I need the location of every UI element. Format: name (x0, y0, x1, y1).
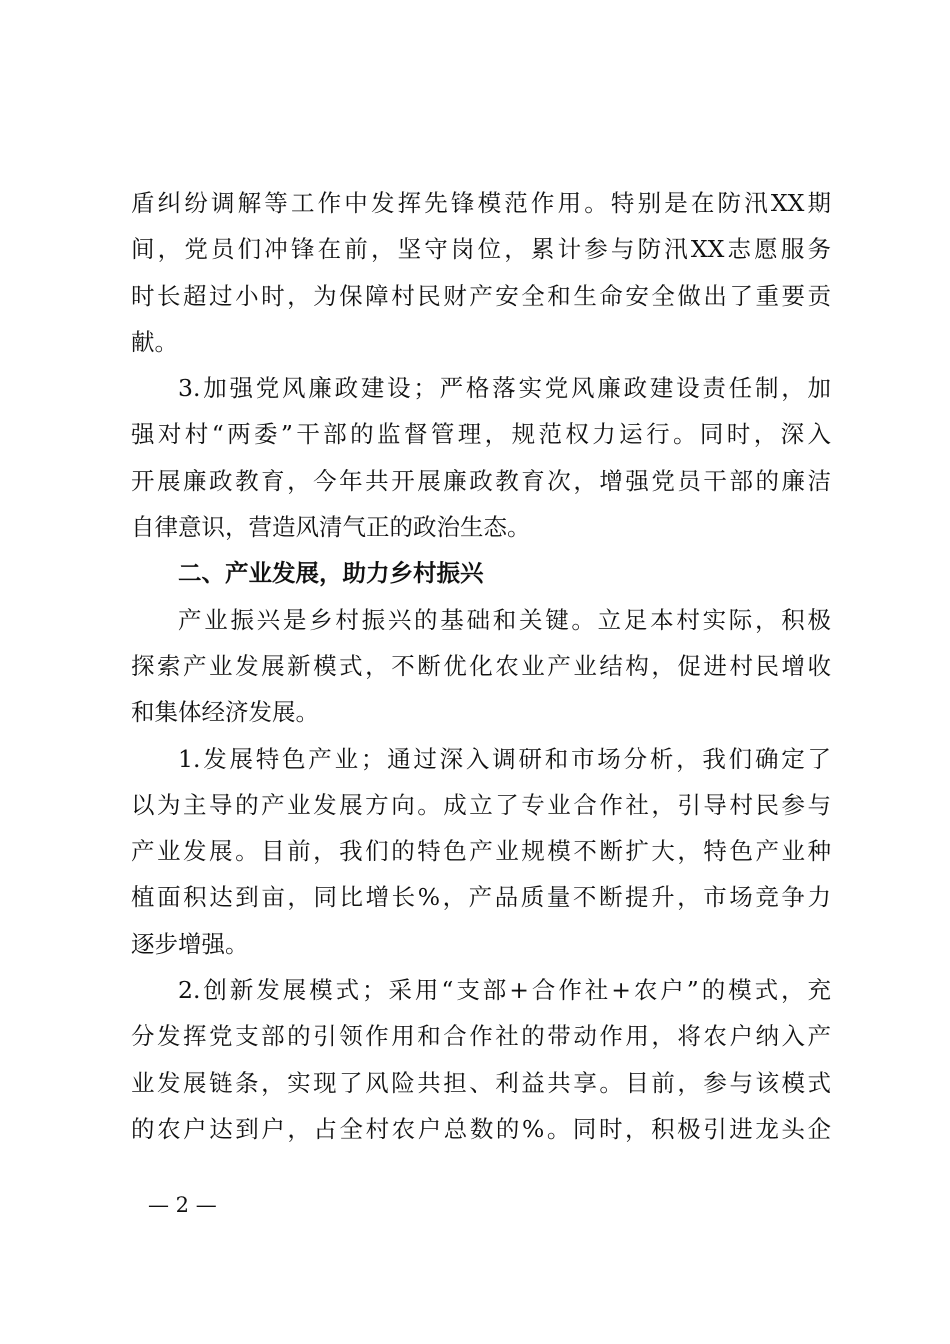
text-line: 和集体经济发展。 (131, 698, 319, 727)
paragraph-3-first-line: 3.加强党风廉政建设；严格落实党风廉政建设责任制，加 (178, 374, 831, 403)
body-text (131, 180, 831, 1152)
text-line: 强对村“两委”干部的监督管理，规范权力运行。同时，深入 (131, 420, 831, 449)
section-heading: 二、产业发展，助力乡村振兴 (178, 559, 484, 588)
paragraph-2-first-line: 2.创新发展模式；采用“支部+合作社+农户”的模式，充 (178, 976, 831, 1005)
text-line: 分发挥党支部的引领作用和合作社的带动作用，将农户纳入产 (131, 1022, 831, 1051)
text-line: 业发展链条，实现了风险共担、利益共享。目前，参与该模式 (131, 1068, 831, 1097)
text-line: 时长超过小时，为保障村民财产安全和生命安全做出了重要贡 (131, 281, 831, 310)
text-line: 开展廉政教育，今年共开展廉政教育次，增强党员干部的廉洁 (131, 466, 831, 495)
text-line: 的农户达到户，占全村农户总数的%。同时，积极引进龙头企 (131, 1114, 831, 1143)
text-line: 探索产业发展新模式，不断优化农业产业结构，促进村民增收 (131, 651, 831, 680)
page-number: — 2 — (148, 1193, 217, 1217)
text-line: 逐步增强。 (131, 929, 249, 958)
text-line: 植面积达到亩，同比增长%，产品质量不断提升，市场竞争力 (131, 883, 831, 912)
text-line: 间，党员们冲锋在前，坚守岗位，累计参与防汛XX志愿服务 (131, 235, 831, 264)
paragraph-1-first-line: 1.发展特色产业；通过深入调研和市场分析，我们确定了 (178, 744, 831, 773)
text-line: 献。 (131, 327, 178, 356)
text-line: 以为主导的产业发展方向。成立了专业合作社，引导村民参与 (131, 790, 831, 819)
text-line: 自律意识，营造风清气正的政治生态。 (131, 513, 531, 542)
paragraph-first-line: 产业振兴是乡村振兴的基础和关键。立足本村实际，积极 (178, 605, 831, 634)
text-line: 产业发展。目前，我们的特色产业规模不断扩大，特色产业种 (131, 837, 831, 866)
text-line: 盾纠纷调解等工作中发挥先锋模范作用。特别是在防汛XX期 (131, 189, 831, 217)
